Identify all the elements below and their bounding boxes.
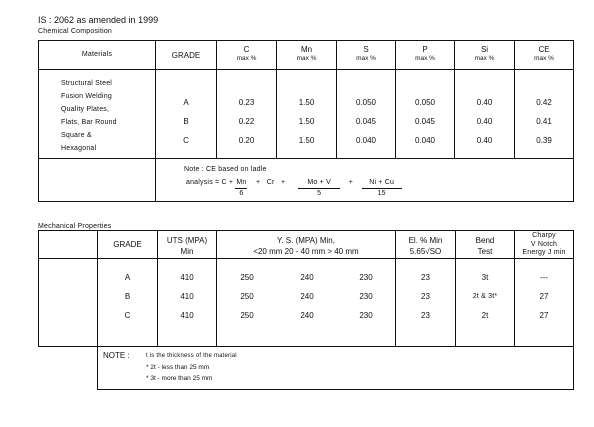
ce-note: Note : CE based on ladle xyxy=(184,166,267,173)
col-header-ce: CE max % xyxy=(534,45,554,62)
ys-cell: 240 xyxy=(300,273,314,282)
grade-cell: C xyxy=(124,311,131,320)
ys-cell: 230 xyxy=(359,292,373,301)
formula-fraction-mov: $\frac{Mo + V}{5}$ xyxy=(298,178,340,199)
elongation-cell: 23 xyxy=(421,292,430,301)
divider xyxy=(38,40,574,41)
materials-line: Hexagonal xyxy=(61,145,97,152)
col-header-p: P max % xyxy=(415,45,435,62)
ys-cell: 250 xyxy=(240,273,254,282)
divider xyxy=(38,40,39,202)
charpy-cell: 27 xyxy=(539,292,549,301)
value-cell: 0.045 xyxy=(355,117,377,126)
value-cell: 0.045 xyxy=(414,117,436,126)
value-cell: 1.50 xyxy=(298,117,315,126)
col-header-bend: Bend Test xyxy=(475,236,495,256)
ys-cell: 250 xyxy=(240,311,254,320)
divider xyxy=(38,201,574,202)
ys-cell: 230 xyxy=(359,273,373,282)
value-cell: 0.23 xyxy=(238,98,255,107)
divider xyxy=(38,158,574,159)
elongation-cell: 23 xyxy=(421,273,430,282)
standard-title: IS : 2062 as amended in 1999 xyxy=(38,15,159,25)
value-cell: 0.42 xyxy=(536,98,552,107)
value-cell: 0.40 xyxy=(476,136,493,145)
col-header-mn: Mn max % xyxy=(296,45,317,62)
materials-line: Flats, Bar Round xyxy=(61,119,117,126)
uts-cell: 410 xyxy=(180,273,194,282)
value-cell: 0.39 xyxy=(536,136,552,145)
note-label: NOTE : xyxy=(103,351,130,360)
col-header-c: C max % xyxy=(236,45,257,62)
value-cell: 0.41 xyxy=(536,117,552,126)
materials-line: Fusion Welding xyxy=(61,93,112,100)
value-cell: 0.050 xyxy=(414,98,436,107)
value-cell: 0.22 xyxy=(238,117,255,126)
ys-cell: 250 xyxy=(240,292,254,301)
col-header-s: S max % xyxy=(356,45,376,62)
section-title-chemical: Chemical Composition xyxy=(38,28,113,35)
value-cell: 0.050 xyxy=(355,98,377,107)
charpy-cell: --- xyxy=(540,273,548,282)
uts-cell: 410 xyxy=(180,311,194,320)
col-header-si: Si max % xyxy=(474,45,495,62)
value-cell: 1.50 xyxy=(298,136,315,145)
col-header-uts: UTS (MPA) Min xyxy=(166,236,208,256)
col-header-materials: Materials xyxy=(81,51,113,58)
divider xyxy=(38,230,574,231)
ys-cell: 240 xyxy=(300,292,314,301)
col-header-charpy: Charpy V Notch Energy J min xyxy=(522,232,566,256)
value-cell: 0.20 xyxy=(238,136,255,145)
charpy-cell: 27 xyxy=(539,311,549,320)
col-header-elongation: El. % Min 5.65√SO xyxy=(408,236,443,256)
value-cell: 0.40 xyxy=(476,117,493,126)
divider xyxy=(38,69,574,70)
formula-fraction-mn: $\frac{Mn}{6}$ xyxy=(236,179,247,197)
value-cell: 1.50 xyxy=(298,98,315,107)
section-title-mechanical: Mechanical Properties xyxy=(38,223,112,230)
grade-cell: B xyxy=(124,292,131,301)
formula-fraction-nicu: $\frac{Ni + Cu}{15}$ xyxy=(362,178,402,199)
divider xyxy=(97,230,98,390)
divider xyxy=(97,389,574,390)
materials-line: Square & xyxy=(61,132,92,139)
ys-cell: 240 xyxy=(300,311,314,320)
grade-cell: B xyxy=(183,117,189,126)
materials-line: Quality Plates, xyxy=(61,106,110,113)
value-cell: 0.40 xyxy=(476,98,493,107)
elongation-cell: 23 xyxy=(421,311,430,320)
ys-cell: 230 xyxy=(359,311,373,320)
col-header-ys: Y. S. (MPA) Min, <20 mm 20 - 40 mm > 40 mm xyxy=(253,236,359,256)
value-cell: 0.040 xyxy=(355,136,377,145)
divider xyxy=(38,230,39,347)
note-line: * 2t - less than 25 mm xyxy=(146,364,210,371)
divider xyxy=(38,258,574,259)
divider xyxy=(573,40,574,202)
uts-cell: 410 xyxy=(180,292,194,301)
bend-cell: 2t & 3t* xyxy=(472,293,498,300)
note-line: * 3t - more than 25 mm xyxy=(146,375,213,382)
col-header-grade: GRADE xyxy=(113,240,142,249)
divider xyxy=(38,346,574,347)
grade-cell: C xyxy=(183,136,189,145)
grade-cell: A xyxy=(183,98,189,107)
bend-cell: 2t xyxy=(481,311,489,320)
ce-formula: analysis = C + $\frac{Mn}{6}$ + Cr + $\frac{Mo + V}{5}$ + $\frac{Ni + Cu}{15}$ xyxy=(186,178,402,199)
bend-cell: 3t xyxy=(481,273,489,282)
grade-cell: A xyxy=(124,273,131,282)
divider xyxy=(573,230,574,390)
col-header-grade: GRADE xyxy=(171,51,201,60)
materials-line: Structural Steel xyxy=(61,80,113,87)
value-cell: 0.040 xyxy=(414,136,436,145)
note-line: t is the thickness of the material xyxy=(146,353,237,359)
